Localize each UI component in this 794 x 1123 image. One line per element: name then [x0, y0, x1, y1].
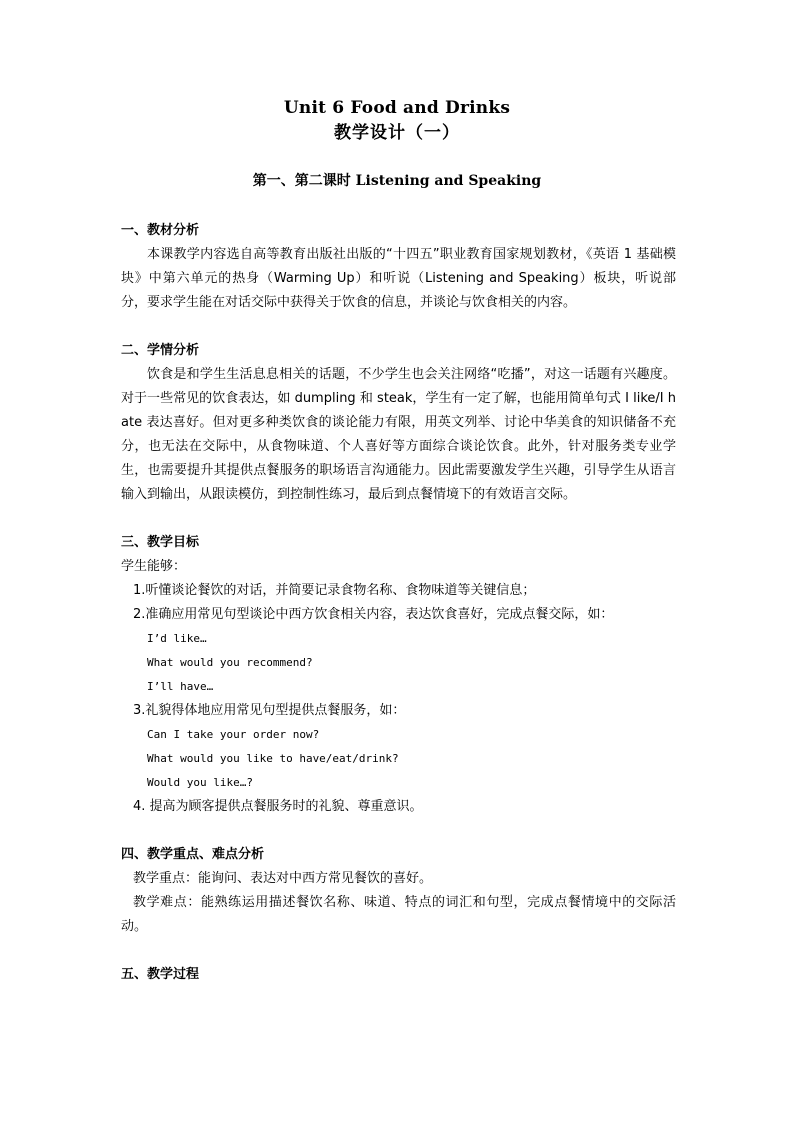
- teaching-goal-2: 2.准确应用常见句型谈论中西方饮食相关内容，表达饮食喜好，完成点餐交际，如：: [133, 607, 614, 622]
- section-heading-textbook-analysis: 一、教材分析: [121, 223, 200, 238]
- difficulty-text: [121, 891, 676, 939]
- textbook-analysis-paragraph: 本课教学内容选自高等教育出版社出版的“十四五”职业教育国家规划教材，《英语 1 基础模块》中第六单元的热身（Warming Up）和听说（Listening and Speaking）板块，听说部分，要求学生能在对话交际中获得关于饮食的信息，并谈论与饮食相关的内容。: [121, 247, 676, 310]
- teaching-goal-4: 4. 提高为顾客提供点餐服务时的礼貌、尊重意识。: [133, 799, 423, 814]
- key-point-text: 教学重点：能询问、表达对中西方常见餐饮的喜好。: [133, 871, 433, 886]
- lesson-subtitle-en: Listening and Speaking: [355, 173, 542, 189]
- spacer: [121, 315, 676, 339]
- section-heading-key-points: 四、教学重点、难点分析: [121, 847, 265, 862]
- document-title-en: Unit 6 Food and Drinks: [283, 98, 511, 118]
- goal-3-example: What would you like to have/eat/drink?: [147, 752, 399, 765]
- document-body: [121, 219, 676, 987]
- section-heading-learner-analysis: 二、学情分析: [121, 343, 200, 358]
- teaching-goal-1: 1.听懂谈论餐饮的对话，并简要记录食物名称、食物味道等关键信息；: [133, 583, 536, 598]
- teaching-goal-3: 3.礼貌得体地应用常见句型提供点餐服务，如：: [133, 703, 406, 718]
- section-heading-teaching-process: 五、教学过程: [121, 967, 200, 982]
- spacer: [121, 939, 676, 963]
- document-title-cn: 教学设计（一）: [334, 123, 460, 143]
- goal-2-example: I’ll have…: [147, 680, 214, 693]
- spacer: [121, 819, 676, 843]
- goal-3-example: Would you like…?: [147, 776, 253, 789]
- lesson-subtitle: [0, 171, 794, 191]
- difficulty-text-content: 教学难点：能熟练运用描述餐饮名称、味道、特点的词汇和句型，完成点餐情境中的交际活动。: [121, 895, 676, 934]
- learner-analysis-paragraph: 饮食是和学生生活息息相关的话题，不少学生也会关注网络“吃播”，对这一话题有兴趣度。对于一些常见的饮食表达，如 dumpling 和 steak，学生有一定了解，也能用简单句式 I like/I hate 表达喜好。但对更多种类饮食的谈论能力有限，用英文列举、讨论中华美食的知识储备不充分，也无法在交际中，从食物味道、个人喜好等方面综合谈论饮食。此外，针对服务类专业学生，也需要提升其提供点餐服务的职场语言沟通能力。因此需要激发学生兴趣，引导学生从语言输入到输出，从跟读模仿，到控制性练习，最后到点餐情境下的有效语言交际。: [121, 367, 676, 502]
- goal-2-example: What would you recommend?: [147, 656, 313, 669]
- spacer: [121, 507, 676, 531]
- section-heading-teaching-goals: 三、教学目标: [121, 535, 200, 550]
- goal-3-example: Can I take your order now?: [147, 728, 320, 741]
- goal-2-example: I’d like…: [147, 632, 207, 645]
- title-block: [0, 96, 794, 146]
- teaching-goals-intro: 学生能够：: [121, 559, 187, 574]
- lesson-subtitle-cn: 第一、第二课时: [252, 173, 351, 189]
